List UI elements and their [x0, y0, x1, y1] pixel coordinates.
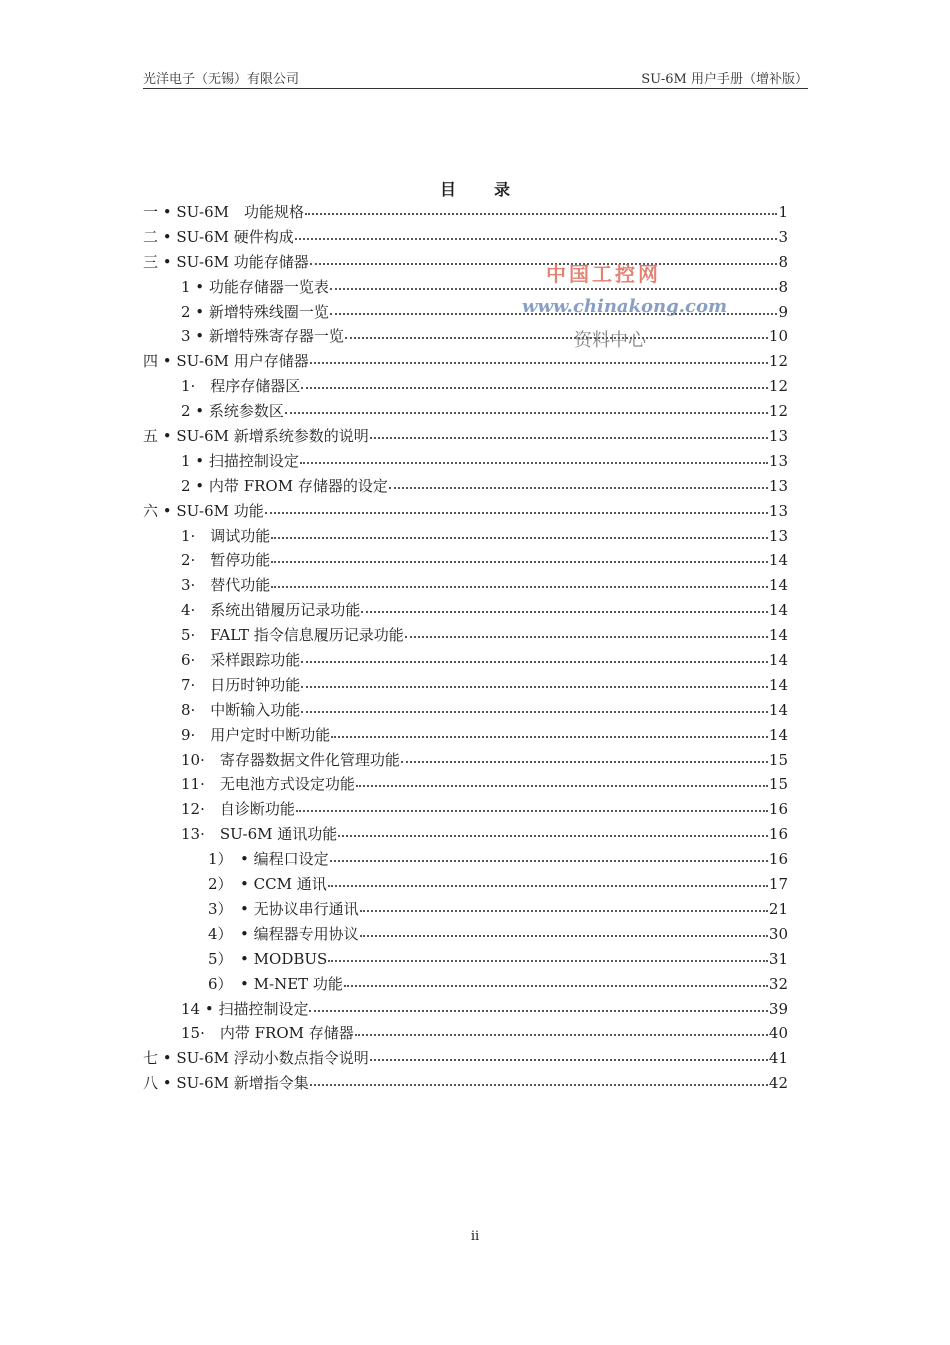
toc-entry-page: 16	[768, 825, 788, 844]
toc-entry[interactable]	[143, 499, 788, 524]
toc-entry-label: 八 • SU-6M 新增指令集	[143, 1074, 309, 1093]
toc-entry-page: 32	[768, 974, 788, 993]
toc-entry-label: 6） • M-NET 功能	[208, 974, 343, 993]
toc-entry-page: 12	[768, 402, 788, 421]
toc-entry-label: 1） • 编程口设定	[208, 850, 329, 869]
toc-entry-label: 11· 无电池方式设定功能	[181, 775, 355, 794]
toc-entry[interactable]	[143, 648, 788, 673]
toc-entry-page: 16	[768, 850, 788, 869]
toc-dot-leader	[310, 353, 768, 365]
toc-entry-page: 40	[768, 1024, 788, 1043]
toc-entry-label: 5） • MODBUS	[208, 949, 328, 968]
toc-dot-leader	[360, 925, 768, 937]
toc-dot-leader	[271, 527, 768, 539]
toc-entry-page: 14	[768, 626, 788, 645]
header-company: 光洋电子（无锡）有限公司	[143, 72, 300, 87]
toc-entry-label: 8· 中断输入功能	[181, 700, 301, 719]
toc-entry-page: 13	[768, 427, 788, 446]
toc-entry-page: 13	[768, 451, 788, 470]
toc-dot-leader	[296, 801, 768, 813]
toc-dot-leader	[265, 502, 768, 514]
toc-entry[interactable]	[143, 847, 788, 872]
toc-entry-label: 2） • CCM 通讯	[208, 875, 327, 894]
toc-entry[interactable]	[143, 922, 788, 947]
toc-entry-label: 6· 采样跟踪功能	[181, 651, 301, 670]
toc-entry-label: 六 • SU-6M 功能	[143, 501, 264, 520]
toc-dot-leader	[401, 751, 768, 763]
toc-title: 目录	[439, 180, 548, 199]
toc-dot-leader	[301, 701, 768, 713]
toc-entry-page: 16	[768, 800, 788, 819]
toc-entry-label: 2 • 内带 FROM 存储器的设定	[181, 476, 388, 495]
toc-entry[interactable]	[143, 623, 788, 648]
toc-dot-leader	[356, 776, 768, 788]
toc-entry-label: 2 • 系统参数区	[181, 402, 284, 421]
toc-entry[interactable]	[143, 947, 788, 972]
toc-entry[interactable]	[143, 349, 788, 374]
toc-entry-label: 1 • 扫描控制设定	[181, 451, 299, 470]
toc-entry-label: 7· 日历时钟功能	[181, 675, 301, 694]
toc-entry[interactable]	[143, 1046, 788, 1071]
toc-entry-label: 四 • SU-6M 用户存储器	[143, 352, 309, 371]
toc-entry-page: 15	[768, 775, 788, 794]
toc-dot-leader	[355, 1025, 768, 1037]
toc-entry[interactable]	[143, 275, 788, 300]
toc-dot-leader	[331, 726, 768, 738]
header-manual-title: SU-6M 用户手册（增补版）	[641, 72, 808, 87]
toc-dot-leader	[405, 626, 768, 638]
watermark-url: www.chinakong.com	[522, 296, 728, 317]
toc-entry[interactable]	[143, 723, 788, 748]
toc-entry[interactable]	[143, 1071, 788, 1096]
toc-entry[interactable]	[143, 797, 788, 822]
toc-dot-leader	[301, 676, 768, 688]
toc-dot-leader	[389, 477, 768, 489]
toc-entry-page: 12	[768, 377, 788, 396]
toc-dot-leader	[370, 427, 768, 439]
toc-entry-page: 9	[778, 302, 788, 321]
toc-dot-leader	[305, 203, 777, 215]
toc-entry-label: 2 • 新增特殊线圈一览	[181, 302, 329, 321]
toc-entry-page: 8	[778, 252, 788, 271]
toc-entry[interactable]	[143, 673, 788, 698]
toc-entry-label: 七 • SU-6M 浮动小数点指令说明	[143, 1049, 369, 1068]
toc-entry[interactable]	[143, 772, 788, 797]
toc-dot-leader	[330, 278, 778, 290]
toc-entry[interactable]	[143, 1021, 788, 1046]
toc-entry-page: 31	[768, 949, 788, 968]
toc-entry-label: 1· 程序存储器区	[181, 377, 301, 396]
toc-entry-page: 42	[768, 1074, 788, 1093]
toc-entry-page: 14	[768, 651, 788, 670]
toc-entry-label: 4） • 编程器专用协议	[208, 924, 359, 943]
page-number: ii	[470, 1229, 480, 1244]
toc-entry-label: 13· SU-6M 通讯功能	[181, 825, 338, 844]
toc-entry-page: 3	[778, 227, 788, 246]
toc-entry[interactable]	[143, 399, 788, 424]
toc-dot-leader	[360, 900, 768, 912]
toc-entry[interactable]	[143, 897, 788, 922]
toc-entry-page: 14	[768, 725, 788, 744]
toc-entry-label: 15· 内带 FROM 存储器	[181, 1024, 354, 1043]
toc-dot-leader	[330, 850, 768, 862]
toc-entry-page: 14	[768, 601, 788, 620]
toc-entry[interactable]	[143, 573, 788, 598]
toc-entry[interactable]	[143, 225, 788, 250]
toc-entry-label: 二 • SU-6M 硬件构成	[143, 227, 294, 246]
toc-entry[interactable]	[143, 449, 788, 474]
toc-entry-label: 三 • SU-6M 功能存储器	[143, 252, 309, 271]
toc-dot-leader	[370, 1050, 768, 1062]
table-of-contents	[143, 200, 788, 1096]
toc-entry-label: 五 • SU-6M 新增系统参数的说明	[143, 427, 369, 446]
toc-dot-leader	[328, 875, 768, 887]
toc-entry[interactable]	[143, 200, 788, 225]
toc-dot-leader	[285, 402, 768, 414]
toc-entry-label: 9· 用户定时中断功能	[181, 725, 331, 744]
toc-entry-page: 14	[768, 576, 788, 595]
toc-entry-page: 13	[768, 476, 788, 495]
toc-entry-label: 4· 系统出错履历记录功能	[181, 601, 361, 620]
toc-entry[interactable]	[143, 474, 788, 499]
toc-entry-page: 10	[768, 327, 788, 346]
toc-dot-leader	[300, 452, 768, 464]
toc-entry[interactable]	[143, 250, 788, 275]
toc-entry-label: 14 • 扫描控制设定	[181, 999, 309, 1018]
toc-entry-page: 15	[768, 750, 788, 769]
toc-entry[interactable]	[143, 822, 788, 847]
toc-entry[interactable]	[143, 424, 788, 449]
toc-entry-page: 13	[768, 526, 788, 545]
toc-entry-label: 10· 寄存器数据文件化管理功能	[181, 750, 400, 769]
toc-entry-page: 1	[778, 203, 788, 221]
toc-entry-label: 一 • SU-6M 功能规格	[143, 203, 305, 221]
watermark-subtitle: 资料中心	[574, 330, 646, 351]
toc-dot-leader	[338, 826, 768, 838]
toc-dot-leader	[328, 950, 768, 962]
toc-dot-leader	[345, 328, 768, 340]
toc-dot-leader	[301, 651, 768, 663]
toc-entry[interactable]	[143, 698, 788, 723]
toc-entry-page: 41	[768, 1049, 788, 1068]
toc-entry-label: 12· 自诊断功能	[181, 800, 295, 819]
toc-dot-leader	[271, 577, 768, 589]
toc-dot-leader	[310, 253, 778, 265]
toc-entry-label: 1 • 功能存储器一览表	[181, 277, 329, 296]
toc-dot-leader	[295, 228, 778, 240]
toc-dot-leader	[309, 1000, 767, 1012]
toc-entry-page: 30	[768, 924, 788, 943]
toc-entry-page: 21	[768, 899, 788, 918]
toc-entry-label: 2· 暂停功能	[181, 551, 271, 570]
toc-dot-leader	[301, 377, 768, 389]
toc-entry-label: 1· 调试功能	[181, 526, 271, 545]
toc-entry[interactable]	[143, 598, 788, 623]
toc-entry-page: 39	[768, 999, 788, 1018]
toc-entry-label: 3· 替代功能	[181, 576, 271, 595]
toc-entry-page: 14	[768, 675, 788, 694]
toc-dot-leader	[330, 303, 778, 315]
toc-entry-page: 14	[768, 551, 788, 570]
toc-entry-page: 13	[768, 501, 788, 520]
toc-entry-label: 3） • 无协议串行通讯	[208, 899, 359, 918]
toc-entry[interactable]	[143, 324, 788, 349]
toc-entry[interactable]	[143, 748, 788, 773]
toc-entry-page: 8	[778, 277, 788, 296]
toc-entry-page: 12	[768, 352, 788, 371]
page-header	[143, 66, 808, 89]
toc-entry[interactable]	[143, 524, 788, 549]
toc-entry[interactable]	[143, 997, 788, 1022]
toc-dot-leader	[344, 975, 768, 987]
toc-entry[interactable]	[143, 872, 788, 897]
toc-entry[interactable]	[143, 972, 788, 997]
toc-dot-leader	[361, 602, 768, 614]
toc-entry[interactable]	[143, 300, 788, 325]
toc-entry-label: 3 • 新增特殊寄存器一览	[181, 327, 344, 346]
watermark-title: 中国工控网	[546, 262, 661, 286]
toc-dot-leader	[271, 552, 768, 564]
toc-entry[interactable]	[143, 374, 788, 399]
toc-entry[interactable]	[143, 548, 788, 573]
toc-entry-page: 14	[768, 700, 788, 719]
toc-entry-label: 5· FALT 指令信息履历记录功能	[181, 626, 404, 645]
toc-dot-leader	[310, 1074, 768, 1086]
toc-entry-page: 17	[768, 875, 788, 894]
